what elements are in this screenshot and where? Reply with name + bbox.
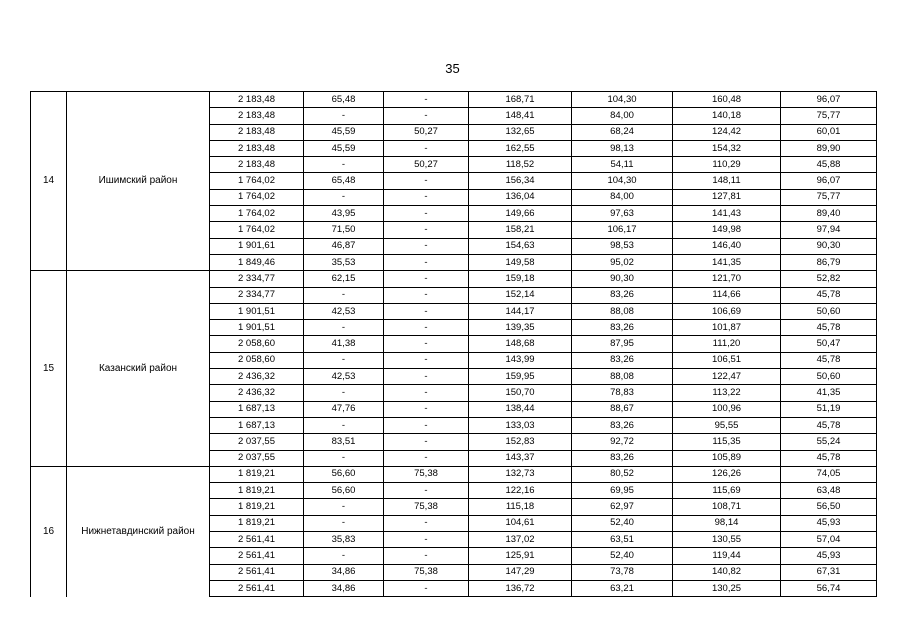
value-col-3: -	[384, 238, 469, 254]
value-col-7: 90,30	[781, 238, 877, 254]
value-col-6: 140,18	[673, 108, 781, 124]
value-col-1: 1 764,02	[210, 222, 304, 238]
value-col-7: 96,07	[781, 92, 877, 108]
value-col-6: 141,43	[673, 206, 781, 222]
value-col-2: 43,95	[304, 206, 384, 222]
value-col-2: -	[304, 548, 384, 564]
value-col-4: 104,61	[469, 515, 572, 531]
value-col-6: 100,96	[673, 401, 781, 417]
value-col-7: 50,60	[781, 303, 877, 319]
value-col-6: 119,44	[673, 548, 781, 564]
value-col-2: 34,86	[304, 580, 384, 596]
value-col-4: 168,71	[469, 92, 572, 108]
value-col-3: -	[384, 320, 469, 336]
value-col-5: 63,21	[572, 580, 673, 596]
value-col-5: 54,11	[572, 157, 673, 173]
value-col-1: 1 901,51	[210, 320, 304, 336]
value-col-3: -	[384, 206, 469, 222]
value-col-2: 65,48	[304, 173, 384, 189]
value-col-4: 132,73	[469, 466, 572, 482]
value-col-7: 75,77	[781, 189, 877, 205]
value-col-5: 63,51	[572, 532, 673, 548]
value-col-3: -	[384, 401, 469, 417]
value-col-4: 118,52	[469, 157, 572, 173]
value-col-4: 133,03	[469, 417, 572, 433]
district-name: Ишимский район	[67, 92, 210, 271]
value-col-4: 158,21	[469, 222, 572, 238]
value-col-4: 115,18	[469, 499, 572, 515]
value-col-3: -	[384, 369, 469, 385]
value-col-1: 2 037,55	[210, 434, 304, 450]
value-col-1: 2 183,48	[210, 108, 304, 124]
value-col-7: 56,74	[781, 580, 877, 596]
value-col-6: 114,66	[673, 287, 781, 303]
value-col-5: 88,08	[572, 369, 673, 385]
value-col-2: 47,76	[304, 401, 384, 417]
value-col-4: 144,17	[469, 303, 572, 319]
value-col-2: -	[304, 385, 384, 401]
value-col-5: 92,72	[572, 434, 673, 450]
value-col-1: 2 183,48	[210, 124, 304, 140]
value-col-3: -	[384, 385, 469, 401]
value-col-1: 2 183,48	[210, 140, 304, 156]
value-col-5: 83,26	[572, 287, 673, 303]
value-col-2: 35,53	[304, 254, 384, 270]
value-col-2: -	[304, 417, 384, 433]
value-col-2: 46,87	[304, 238, 384, 254]
value-col-3: -	[384, 580, 469, 596]
value-col-1: 2 561,41	[210, 564, 304, 580]
value-col-7: 50,47	[781, 336, 877, 352]
value-col-7: 45,78	[781, 287, 877, 303]
value-col-1: 2 436,32	[210, 385, 304, 401]
value-col-4: 143,37	[469, 450, 572, 466]
value-col-5: 80,52	[572, 466, 673, 482]
value-col-1: 1 819,21	[210, 483, 304, 499]
value-col-7: 45,93	[781, 548, 877, 564]
value-col-1: 2 058,60	[210, 336, 304, 352]
value-col-5: 68,24	[572, 124, 673, 140]
value-col-7: 45,78	[781, 352, 877, 368]
value-col-5: 52,40	[572, 515, 673, 531]
value-col-6: 148,11	[673, 173, 781, 189]
value-col-6: 130,55	[673, 532, 781, 548]
value-col-6: 101,87	[673, 320, 781, 336]
value-col-5: 83,26	[572, 320, 673, 336]
value-col-5: 62,97	[572, 499, 673, 515]
value-col-6: 110,29	[673, 157, 781, 173]
value-col-2: -	[304, 352, 384, 368]
value-col-3: -	[384, 140, 469, 156]
value-col-4: 162,55	[469, 140, 572, 156]
value-col-4: 159,95	[469, 369, 572, 385]
value-col-2: 42,53	[304, 369, 384, 385]
value-col-5: 98,13	[572, 140, 673, 156]
value-col-7: 51,19	[781, 401, 877, 417]
value-col-2: 56,60	[304, 466, 384, 482]
value-col-4: 122,16	[469, 483, 572, 499]
value-col-3: 75,38	[384, 466, 469, 482]
value-col-7: 60,01	[781, 124, 877, 140]
value-col-1: 2 183,48	[210, 157, 304, 173]
value-col-6: 98,14	[673, 515, 781, 531]
value-col-1: 1 764,02	[210, 189, 304, 205]
value-col-6: 141,35	[673, 254, 781, 270]
value-col-3: -	[384, 222, 469, 238]
value-col-3: -	[384, 417, 469, 433]
value-col-3: 50,27	[384, 157, 469, 173]
value-col-1: 2 037,55	[210, 450, 304, 466]
value-col-3: -	[384, 92, 469, 108]
value-col-1: 1 687,13	[210, 417, 304, 433]
value-col-1: 1 764,02	[210, 173, 304, 189]
value-col-1: 2 334,77	[210, 271, 304, 287]
value-col-3: 75,38	[384, 564, 469, 580]
value-col-6: 149,98	[673, 222, 781, 238]
value-col-1: 1 819,21	[210, 499, 304, 515]
value-col-2: 71,50	[304, 222, 384, 238]
value-col-3: -	[384, 515, 469, 531]
value-col-3: 50,27	[384, 124, 469, 140]
value-col-6: 154,32	[673, 140, 781, 156]
value-col-2: -	[304, 320, 384, 336]
value-col-4: 150,70	[469, 385, 572, 401]
value-col-2: -	[304, 499, 384, 515]
value-col-7: 45,78	[781, 417, 877, 433]
value-col-4: 159,18	[469, 271, 572, 287]
value-col-5: 88,67	[572, 401, 673, 417]
district-number: 14	[31, 92, 67, 271]
value-col-1: 1 901,51	[210, 303, 304, 319]
value-col-1: 2 561,41	[210, 532, 304, 548]
value-col-3: -	[384, 434, 469, 450]
value-col-3: -	[384, 450, 469, 466]
value-col-6: 124,42	[673, 124, 781, 140]
table-row	[31, 271, 877, 287]
page-number: 35	[445, 61, 460, 76]
value-col-7: 89,90	[781, 140, 877, 156]
value-col-5: 90,30	[572, 271, 673, 287]
district-name: Казанский район	[67, 271, 210, 467]
value-col-1: 1 819,21	[210, 515, 304, 531]
value-col-5: 84,00	[572, 189, 673, 205]
value-col-5: 73,78	[572, 564, 673, 580]
value-col-7: 45,78	[781, 320, 877, 336]
value-col-5: 87,95	[572, 336, 673, 352]
value-col-6: 106,51	[673, 352, 781, 368]
value-col-3: -	[384, 173, 469, 189]
value-col-3: -	[384, 254, 469, 270]
value-col-7: 52,82	[781, 271, 877, 287]
value-col-3: -	[384, 352, 469, 368]
value-col-1: 1 819,21	[210, 466, 304, 482]
value-col-1: 2 561,41	[210, 548, 304, 564]
district-number: 15	[31, 271, 67, 467]
value-col-1: 2 334,77	[210, 287, 304, 303]
value-col-1: 1 901,61	[210, 238, 304, 254]
value-col-4: 136,72	[469, 580, 572, 596]
value-col-7: 57,04	[781, 532, 877, 548]
value-col-3: -	[384, 108, 469, 124]
value-col-1: 2 561,41	[210, 580, 304, 596]
value-col-2: -	[304, 287, 384, 303]
value-col-6: 115,35	[673, 434, 781, 450]
value-col-5: 83,26	[572, 417, 673, 433]
value-col-1: 1 764,02	[210, 206, 304, 222]
value-col-3: -	[384, 336, 469, 352]
value-col-2: 35,83	[304, 532, 384, 548]
value-col-7: 45,93	[781, 515, 877, 531]
value-col-5: 83,26	[572, 352, 673, 368]
value-col-5: 84,00	[572, 108, 673, 124]
value-col-5: 78,83	[572, 385, 673, 401]
value-col-5: 83,26	[572, 450, 673, 466]
value-col-6: 113,22	[673, 385, 781, 401]
value-col-5: 69,95	[572, 483, 673, 499]
value-col-1: 2 183,48	[210, 92, 304, 108]
value-col-7: 67,31	[781, 564, 877, 580]
value-col-2: 42,53	[304, 303, 384, 319]
value-col-4: 148,41	[469, 108, 572, 124]
value-col-4: 154,63	[469, 238, 572, 254]
value-col-7: 56,50	[781, 499, 877, 515]
value-col-2: -	[304, 108, 384, 124]
value-col-7: 75,77	[781, 108, 877, 124]
value-col-4: 136,04	[469, 189, 572, 205]
value-col-2: 56,60	[304, 483, 384, 499]
value-col-2: 62,15	[304, 271, 384, 287]
value-col-3: -	[384, 532, 469, 548]
value-col-6: 122,47	[673, 369, 781, 385]
value-col-5: 97,63	[572, 206, 673, 222]
value-col-7: 41,35	[781, 385, 877, 401]
value-col-6: 126,26	[673, 466, 781, 482]
value-col-4: 148,68	[469, 336, 572, 352]
value-col-4: 137,02	[469, 532, 572, 548]
value-col-7: 63,48	[781, 483, 877, 499]
value-col-6: 115,69	[673, 483, 781, 499]
value-col-4: 156,34	[469, 173, 572, 189]
value-col-5: 106,17	[572, 222, 673, 238]
value-col-4: 149,58	[469, 254, 572, 270]
value-col-5: 88,08	[572, 303, 673, 319]
value-col-6: 140,82	[673, 564, 781, 580]
value-col-3: 75,38	[384, 499, 469, 515]
value-col-7: 45,78	[781, 450, 877, 466]
value-col-3: -	[384, 271, 469, 287]
value-col-4: 149,66	[469, 206, 572, 222]
value-col-4: 125,91	[469, 548, 572, 564]
value-col-5: 104,30	[572, 92, 673, 108]
value-col-4: 143,99	[469, 352, 572, 368]
value-col-2: 41,38	[304, 336, 384, 352]
district-number: 16	[31, 466, 67, 596]
value-col-3: -	[384, 303, 469, 319]
value-col-2: 45,59	[304, 124, 384, 140]
district-name: Нижнетавдинский район	[67, 466, 210, 596]
value-col-6: 121,70	[673, 271, 781, 287]
value-col-2: 83,51	[304, 434, 384, 450]
value-col-2: -	[304, 157, 384, 173]
table-row	[31, 466, 877, 482]
value-col-6: 95,55	[673, 417, 781, 433]
value-col-3: -	[384, 287, 469, 303]
value-col-6: 160,48	[673, 92, 781, 108]
value-col-5: 98,53	[572, 238, 673, 254]
value-col-7: 86,79	[781, 254, 877, 270]
value-col-7: 74,05	[781, 466, 877, 482]
value-col-5: 52,40	[572, 548, 673, 564]
value-col-2: -	[304, 450, 384, 466]
value-col-7: 97,94	[781, 222, 877, 238]
value-col-7: 45,88	[781, 157, 877, 173]
value-col-1: 2 058,60	[210, 352, 304, 368]
value-col-6: 111,20	[673, 336, 781, 352]
value-col-4: 152,14	[469, 287, 572, 303]
value-col-5: 95,02	[572, 254, 673, 270]
value-col-7: 55,24	[781, 434, 877, 450]
value-col-2: -	[304, 189, 384, 205]
value-col-6: 127,81	[673, 189, 781, 205]
value-col-2: 34,86	[304, 564, 384, 580]
value-col-4: 132,65	[469, 124, 572, 140]
value-col-4: 139,35	[469, 320, 572, 336]
value-col-1: 1 687,13	[210, 401, 304, 417]
value-col-4: 152,83	[469, 434, 572, 450]
value-col-7: 50,60	[781, 369, 877, 385]
value-col-4: 138,44	[469, 401, 572, 417]
value-col-3: -	[384, 189, 469, 205]
value-col-7: 89,40	[781, 206, 877, 222]
value-col-6: 105,89	[673, 450, 781, 466]
tariff-table-body	[31, 92, 877, 597]
value-col-3: -	[384, 483, 469, 499]
value-col-3: -	[384, 548, 469, 564]
value-col-5: 104,30	[572, 173, 673, 189]
value-col-6: 106,69	[673, 303, 781, 319]
value-col-6: 130,25	[673, 580, 781, 596]
value-col-1: 1 849,46	[210, 254, 304, 270]
value-col-6: 108,71	[673, 499, 781, 515]
table-row	[31, 92, 877, 108]
value-col-1: 2 436,32	[210, 369, 304, 385]
value-col-4: 147,29	[469, 564, 572, 580]
value-col-7: 96,07	[781, 173, 877, 189]
value-col-6: 146,40	[673, 238, 781, 254]
value-col-2: 65,48	[304, 92, 384, 108]
value-col-2: -	[304, 515, 384, 531]
value-col-2: 45,59	[304, 140, 384, 156]
tariff-table	[30, 91, 877, 597]
